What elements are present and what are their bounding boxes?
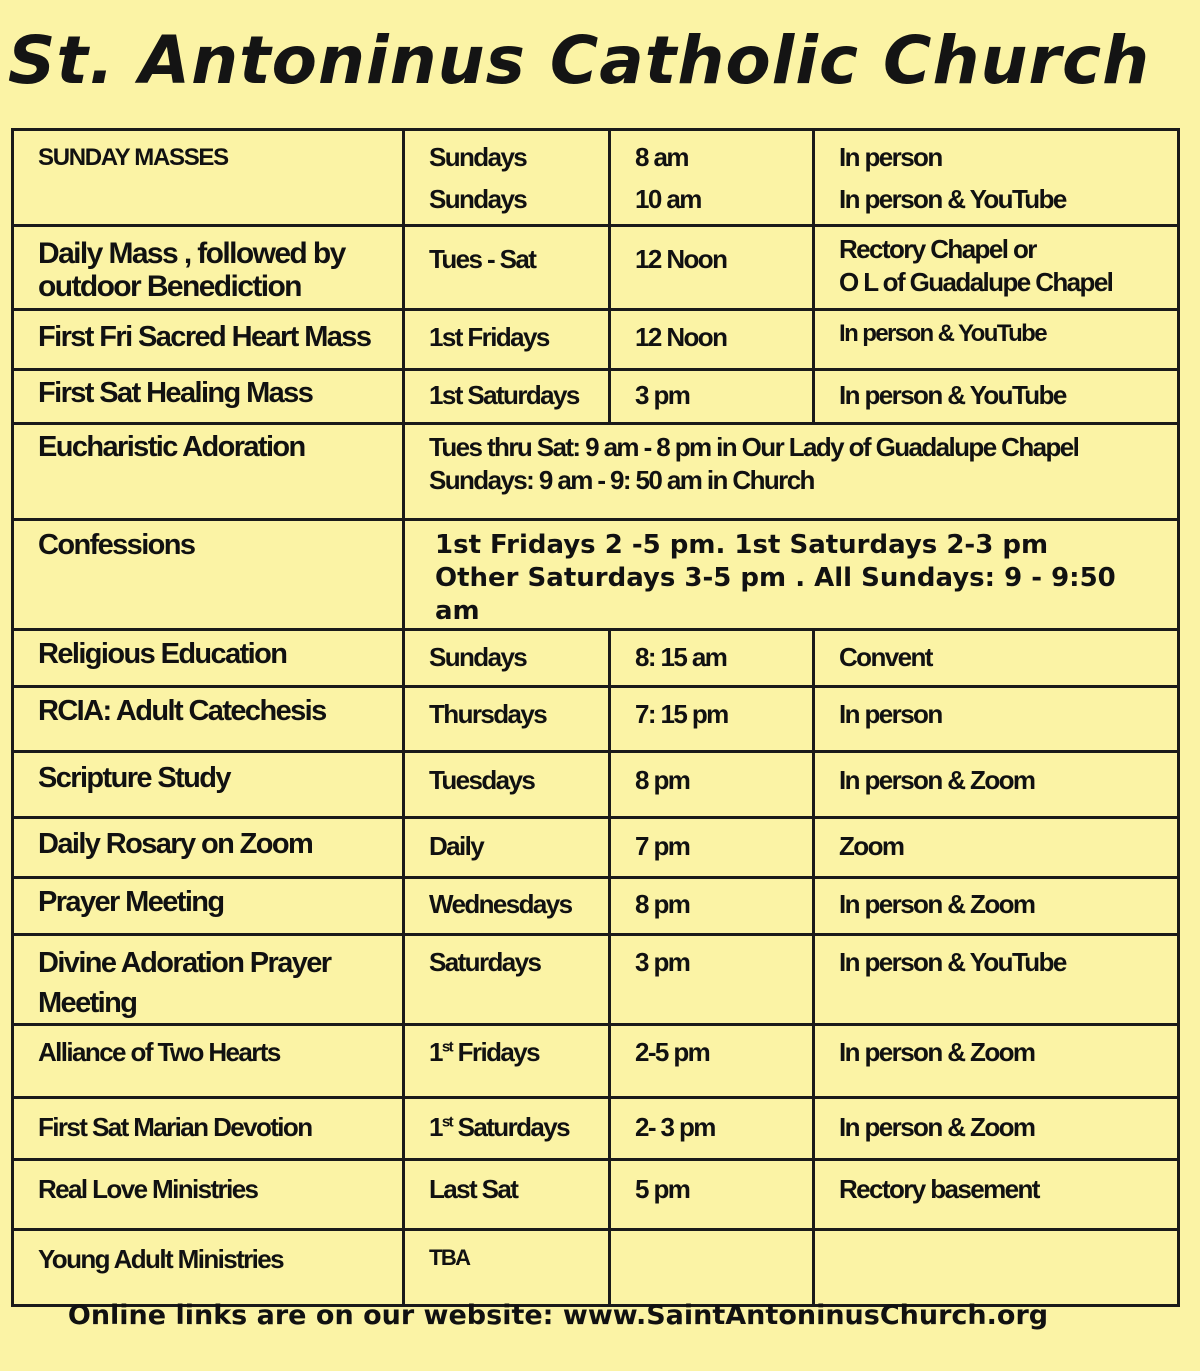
event-name: First Sat Marian Devotion [13,1098,404,1160]
time-cell: 3 pm [610,935,814,1025]
time-cell: 3 pm [610,370,814,424]
table-row [13,752,1179,818]
table-row [13,687,1179,752]
event-name: Real Love Ministries [13,1160,404,1230]
where-cell: Rectory Chapel or O L of Guadalupe Chapel [814,226,1179,310]
table-row [13,1160,1179,1230]
where-cell: In person & Zoom [814,1025,1179,1098]
when-cell: Sundays Sundays [404,130,610,226]
table-row [13,226,1179,310]
when-cell: Tuesdays [404,752,610,818]
time-cell: 8: 15 am [610,630,814,687]
where-cell: Zoom [814,818,1179,878]
event-name: Scripture Study [13,752,404,818]
where-cell: In person [814,687,1179,752]
event-name: Daily Rosary on Zoom [13,818,404,878]
when-cell: Daily [404,818,610,878]
time-cell: 8 pm [610,878,814,935]
table-row [13,520,1179,630]
where-cell: In person & YouTube [814,310,1179,370]
detail-cell: Tues thru Sat: 9 am - 8 pm in Our Lady of Guadalupe Chapel Sundays: 9 am - 9: 50 am in Church [404,424,1179,520]
event-name: Divine Adoration Prayer Meeting [13,935,404,1025]
when-cell: TBA [404,1230,610,1306]
where-cell: In person & Zoom [814,752,1179,818]
table-row [13,370,1179,424]
where-cell: In person & Zoom [814,1098,1179,1160]
event-name: SUNDAY MASSES [13,130,404,226]
when-cell: Wednesdays [404,878,610,935]
table-row [13,310,1179,370]
event-name: Alliance of Two Hearts [13,1025,404,1098]
when-cell: 1st Fridays [404,310,610,370]
where-cell: In person In person & YouTube [814,130,1179,226]
detail-cell: 1st Fridays 2 -5 pm. 1st Saturdays 2-3 pm Other Saturdays 3-5 pm . All Sundays: 9 - 9:50 am [404,520,1179,630]
when-cell: Sundays [404,630,610,687]
time-cell: 7 pm [610,818,814,878]
when-cell: 1st Saturdays [404,1098,610,1160]
when-cell: 1st Saturdays [404,370,610,424]
time-cell: 2- 3 pm [610,1098,814,1160]
where-cell: In person & Zoom [814,878,1179,935]
time-cell: 8 am 10 am [610,130,814,226]
schedule-table [11,128,1180,1307]
when-cell: Tues - Sat [404,226,610,310]
event-name: First Fri Sacred Heart Mass [13,310,404,370]
table-row [13,1098,1179,1160]
when-cell: 1st Fridays [404,1025,610,1098]
event-name: Daily Mass , followed by outdoor Benediction [13,226,404,310]
when-cell: Saturdays [404,935,610,1025]
time-cell: 12 Noon [610,226,814,310]
table-row [13,630,1179,687]
time-cell: 2-5 pm [610,1025,814,1098]
event-name: Confessions [13,520,404,630]
event-name: Young Adult Ministries [13,1230,404,1306]
where-cell: In person & YouTube [814,935,1179,1025]
page-title: St. Antoninus Catholic Church [7,22,1151,99]
table-row [13,878,1179,935]
time-cell: 7: 15 pm [610,687,814,752]
table-row [13,1230,1179,1306]
when-cell: Last Sat [404,1160,610,1230]
event-name: Religious Education [13,630,404,687]
time-cell [610,1230,814,1306]
event-name: RCIA: Adult Catechesis [13,687,404,752]
table-row [13,424,1179,520]
time-cell: 12 Noon [610,310,814,370]
event-name: Prayer Meeting [13,878,404,935]
table-row [13,130,1179,226]
event-name: Eucharistic Adoration [13,424,404,520]
where-cell: In person & YouTube [814,370,1179,424]
time-cell: 5 pm [610,1160,814,1230]
event-name: First Sat Healing Mass [13,370,404,424]
where-cell: Rectory basement [814,1160,1179,1230]
table-row [13,935,1179,1025]
table-row [13,818,1179,878]
where-cell: Convent [814,630,1179,687]
table-row [13,1025,1179,1098]
time-cell: 8 pm [610,752,814,818]
website-footer: Online links are on our website: www.SaintAntoninusChurch.org [67,1300,1049,1331]
when-cell: Thursdays [404,687,610,752]
where-cell [814,1230,1179,1306]
